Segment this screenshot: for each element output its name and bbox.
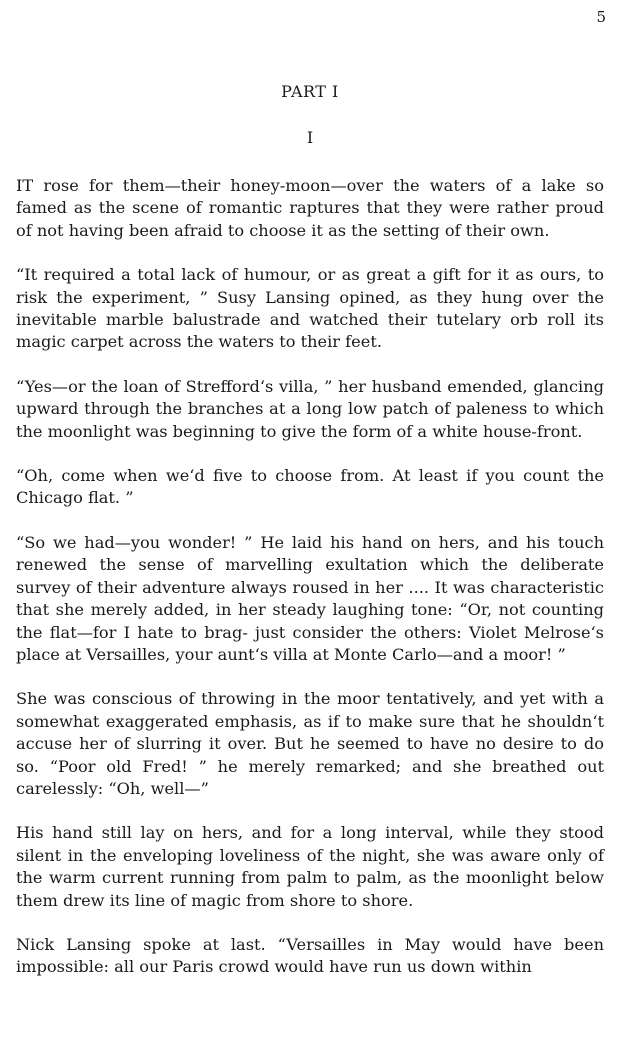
paragraph: “Yes—or the loan of Strefford‘s villa, ” her husband emended, glancing upward through the branches at a long low patch of paleness to which the moonlight was beginning to give the form of a white house-front.	[16, 376, 604, 441]
page-number: 5	[596, 8, 606, 26]
paragraph: IT rose for them—their honey-moon—over the waters of a lake so famed as the scene of romantic raptures that they were rather proud of not having been afraid to choose it as the setting of their own.	[16, 176, 604, 240]
chapter-heading: I	[306, 128, 314, 147]
part-heading: PART I	[281, 82, 339, 101]
paragraph: “So we had—you wonder! ” He laid his hand on hers, and his touch renewed the sense of marvelling exultation which the deliberate survey of their adventure always roused in her .... It was characteristic that she merely added, in her steady laughing tone: “Or, not counting the flat—for I hate to brag- just consider the others: Violet Melrose‘s place at Versailles, your aunt‘s villa at Monte Carlo—and a moor! ”	[16, 532, 604, 664]
paragraph: “It required a total lack of humour, or as great a gift for it as ours, to risk the experiment, ” Susy Lansing opined, as they hung over the inevitable marble balustrade and watched their tutelary orb roll its magic carpet across the waters to their feet.	[16, 265, 604, 352]
paragraph: “Oh, come when we‘d five to choose from. At least if you count the Chicago flat. ”	[16, 466, 604, 508]
paragraph: Nick Lansing spoke at last. “Versailles in May would have been impossible: all our Paris crowd would have run us down within	[16, 934, 604, 977]
paragraph: She was conscious of throwing in the moor tentatively, and yet with a somewhat exaggerated emphasis, as if to make sure that he shouldn‘t accuse her of slurring it over. But he seemed to have no desire to do so. “Poor old Fred! ” he merely remarked; and she breathed out carelessly: “Oh, well—”	[16, 689, 604, 798]
body-text	[16, 175, 604, 979]
paragraph: His hand still lay on hers, and for a long interval, while they stood silent in the enveloping loveliness of the night, she was aware only of the warm current running from palm to palm, as the moonlight below them drew its line of magic from shore to shore.	[16, 823, 604, 910]
